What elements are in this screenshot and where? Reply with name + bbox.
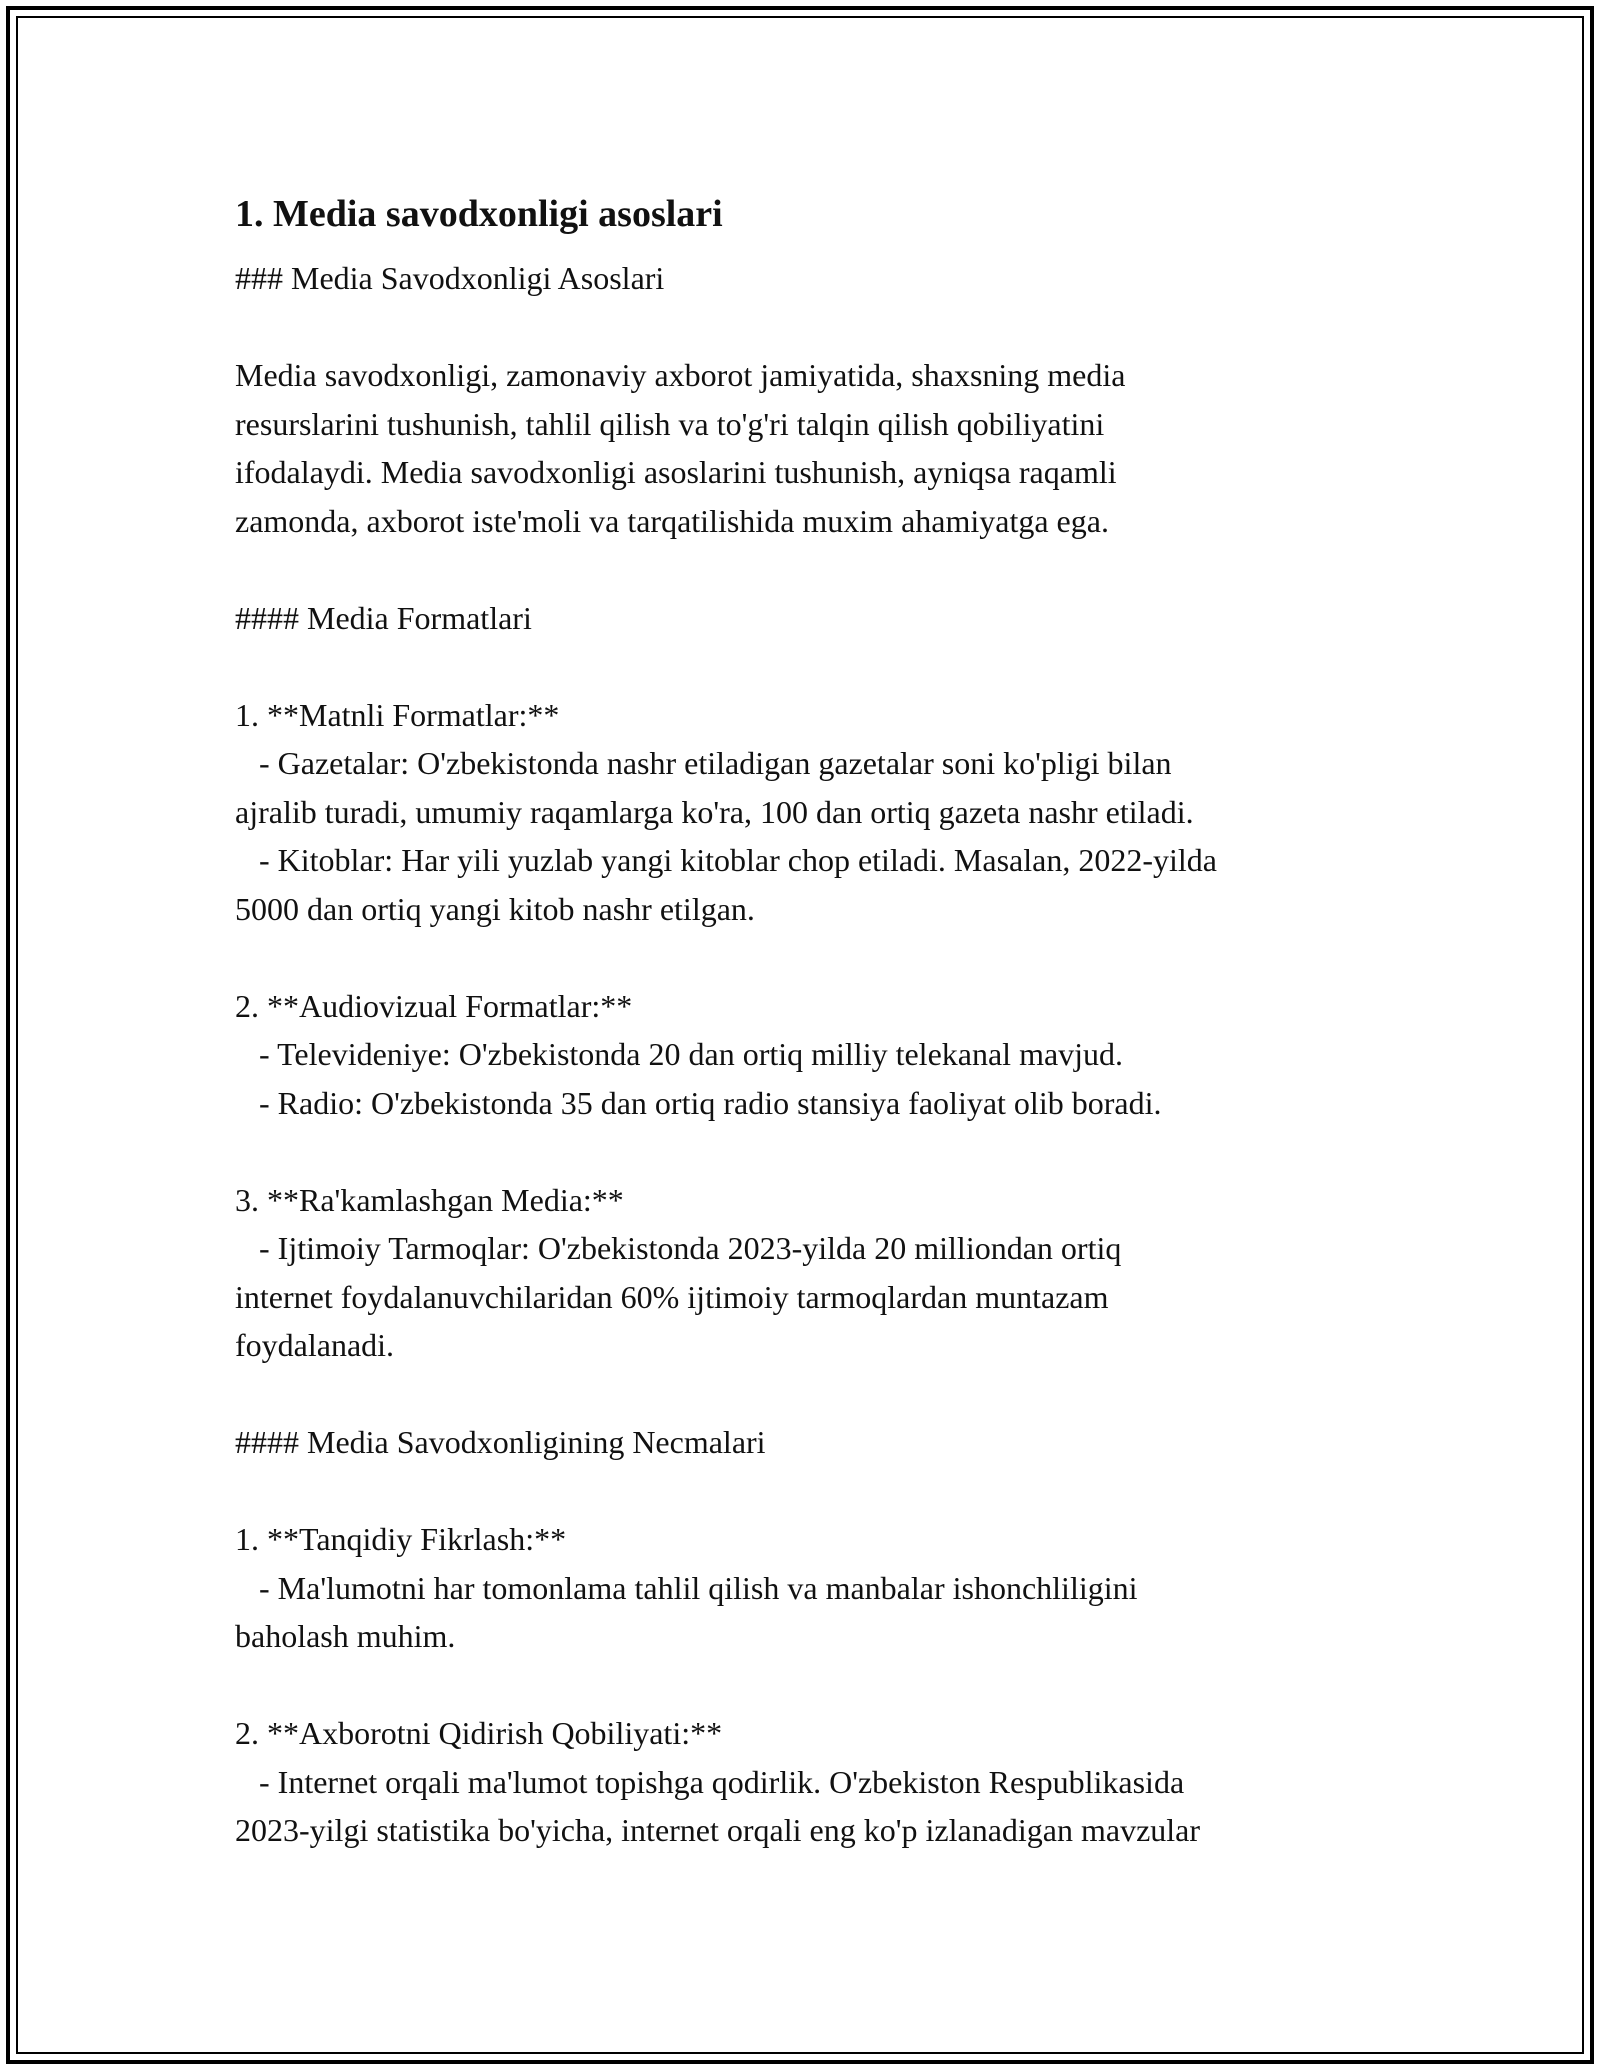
- page-title: 1. Media savodxonligi asoslari: [235, 193, 723, 235]
- text-line: - Ijtimoiy Tarmoqlar: O'zbekistonda 2023-yilda 20 milliondan ortiq: [235, 1230, 1122, 1266]
- blank-line: [235, 642, 1415, 691]
- blank-line: [235, 303, 1415, 352]
- blank-line: [235, 1370, 1415, 1419]
- blank-line: [235, 545, 1415, 594]
- text-line: - Kitoblar: Har yili yuzlab yangi kitoblar chop etiladi. Masalan, 2022-yilda: [235, 842, 1217, 878]
- text-line: 5000 dan ortiq yangi kitob nashr etilgan.: [235, 890, 755, 927]
- blank-line: [235, 1127, 1415, 1176]
- text-line: 3. **Ra'kamlashgan Media:**: [235, 1181, 624, 1218]
- text-line: - Internet orqali ma'lumot topishga qodirlik. O'zbekiston Respublikasida: [235, 1763, 1185, 1800]
- text-line: 1. **Tanqidiy Fikrlash:**: [235, 1521, 567, 1557]
- text-line: resurslarini tushunish, tahlil qilish va to'g'ri talqin qilish qobiliyatini: [235, 405, 1105, 442]
- text-line: - Ma'lumotni har tomonlama tahlil qilish va manbalar ishonchliligini: [235, 1569, 1138, 1606]
- text-line: #### Media Formatlari: [235, 599, 532, 636]
- text-line: - Gazetalar: O'zbekistonda nashr etiladigan gazetalar soni ko'pligi bilan: [235, 745, 1172, 781]
- text-line: - Radio: O'zbekistonda 35 dan ortiq radio stansiya faoliyat olib boradi.: [235, 1084, 1162, 1121]
- text-line: 2023-yilgi statistika bo'yicha, internet orqali eng ko'p izlanadigan mavzular: [235, 1812, 1201, 1848]
- text-line: internet foydalanuvchilaridan 60% ijtimoiy tarmoqlardan muntazam: [235, 1278, 1109, 1315]
- blank-line: [235, 1467, 1415, 1516]
- text-line: 2. **Audiovizual Formatlar:**: [235, 987, 633, 1024]
- text-line: ajralib turadi, umumiy raqamlarga ko'ra, 100 dan ortiq gazeta nashr etiladi.: [235, 793, 1194, 830]
- text-line: foydalanadi.: [235, 1327, 395, 1363]
- text-line: 2. **Axborotni Qidirish Qobiliyati:**: [235, 1715, 723, 1751]
- text-line: baholash muhim.: [235, 1618, 456, 1654]
- text-line: Media savodxonligi, zamonaviy axborot jamiyatida, shaxsning media: [235, 357, 1126, 393]
- text-line: zamonda, axborot iste'moli va tarqatilishida muxim ahamiyatga ega.: [235, 502, 1109, 539]
- text-line: 1. **Matnli Formatlar:**: [235, 696, 560, 733]
- text-line: ### Media Savodxonligi Asoslari: [235, 260, 665, 296]
- text-line: ifodalaydi. Media savodxonligi asoslarini tushunish, ayniqsa raqamli: [235, 454, 1117, 490]
- blank-line: [235, 933, 1415, 982]
- text-line: - Televideniye: O'zbekistonda 20 dan ortiq milliy telekanal mavjud.: [235, 1036, 1124, 1072]
- document-text: [235, 254, 1415, 1855]
- text-line: #### Media Savodxonligining Necmalari: [235, 1424, 766, 1460]
- blank-line: [235, 1661, 1415, 1710]
- document-body: [235, 188, 1415, 1855]
